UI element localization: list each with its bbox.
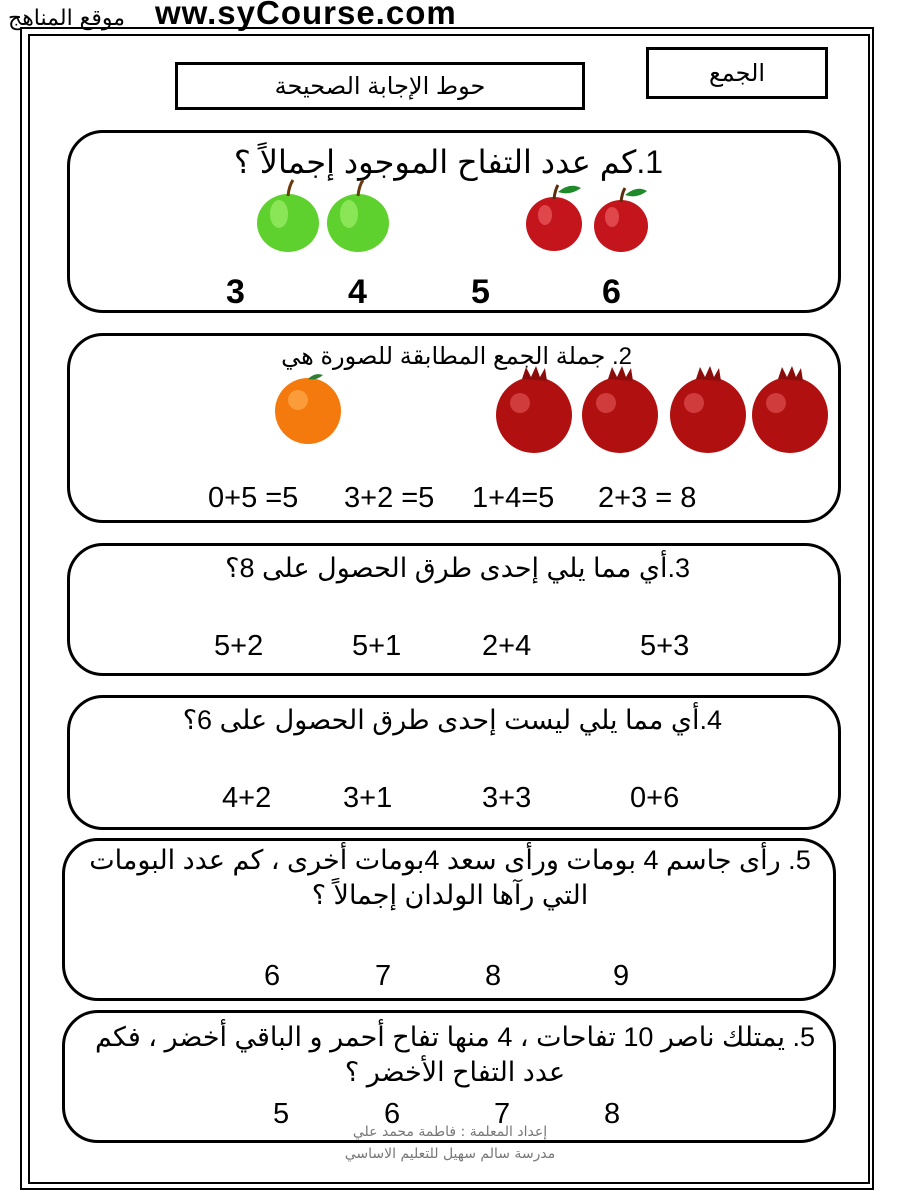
question-3-option-4[interactable]: 5+3 (640, 630, 690, 662)
question-1-option-1[interactable]: 3 (226, 273, 245, 311)
red-apples-image (525, 182, 653, 252)
pomegranate-icon (496, 366, 572, 453)
question-5-option-3[interactable]: 8 (485, 960, 502, 992)
question-3-text: 3.أي مما يلي إحدى طرق الحصول على 8؟ (225, 553, 690, 583)
red-apple-icon (526, 185, 582, 251)
question-6-option-3[interactable]: 7 (494, 1098, 511, 1130)
question-2-option-2[interactable]: 3+2 =5 (344, 482, 435, 514)
red-apple-icon (594, 188, 648, 252)
question-3-option-2[interactable]: 5+1 (352, 630, 402, 662)
pomegranate-icon (582, 366, 658, 453)
question-2-text: 2. جملة الجمع المطابقة للصورة هي (281, 343, 632, 370)
question-5-text: 5. رأى جاسم 4 بومات ورأى سعد 4بومات أخرى ، كم عدد البومات التي رآها الولدان إجمالاً ؟ (89, 845, 811, 911)
school-credit: مدرسة سالم سهيل للتعليم الاساسي (344, 1146, 556, 1162)
green-apple-icon (257, 180, 319, 252)
pomegranate-icon (752, 366, 828, 453)
question-6-option-4[interactable]: 8 (604, 1098, 621, 1130)
question-3-option-1[interactable]: 5+2 (214, 630, 264, 662)
question-1-text: 1.كم عدد التفاح الموجود إجمالاً ؟ (233, 144, 663, 180)
topic-title: الجمع (708, 59, 766, 87)
pomegranate-icon (670, 366, 746, 453)
watermark-site: ww.syCourse.com (155, 0, 457, 31)
green-apples-image (255, 178, 395, 254)
question-4-option-3[interactable]: 3+3 (482, 782, 532, 814)
question-5-option-4[interactable]: 9 (613, 960, 630, 992)
question-1-option-4[interactable]: 6 (602, 273, 621, 311)
question-6-option-2[interactable]: 6 (384, 1098, 401, 1130)
question-6-option-1[interactable]: 5 (273, 1098, 290, 1130)
question-1-option-3[interactable]: 5 (471, 273, 490, 311)
instruction-title: حوط الإجابة الصحيحة (274, 72, 486, 100)
topic-box (646, 47, 828, 99)
orange-image (273, 370, 345, 448)
question-3-option-3[interactable]: 2+4 (482, 630, 532, 662)
orange-icon (275, 374, 341, 444)
question-5-option-2[interactable]: 7 (375, 960, 392, 992)
green-apple-icon (327, 180, 389, 252)
question-1-option-2[interactable]: 4 (348, 273, 367, 311)
question-4-option-2[interactable]: 3+1 (343, 782, 393, 814)
pomegranates-image (490, 365, 830, 455)
question-4-text: 4.أي مما يلي ليست إحدى طرق الحصول على 6؟ (182, 705, 722, 735)
question-5-option-1[interactable]: 6 (264, 960, 281, 992)
question-4-option-4[interactable]: 0+6 (630, 782, 680, 814)
question-2-option-4[interactable]: 2+3 = 8 (598, 482, 697, 514)
question-2-option-1[interactable]: 0+5 =5 (208, 482, 299, 514)
question-4-option-1[interactable]: 4+2 (222, 782, 272, 814)
instruction-box (175, 62, 585, 110)
watermark-arabic: موقع المناهج (8, 6, 126, 31)
question-6-text: 5. يمتلك ناصر 10 تفاحات ، 4 منها تفاح أحمر و الباقي أخضر ، فكم عدد التفاح الأخضر ؟ (95, 1022, 815, 1088)
teacher-credit: إعداد المعلمة : فاطمة محمد علي (352, 1124, 548, 1140)
question-2-option-3[interactable]: 1+4=5 (472, 482, 555, 514)
